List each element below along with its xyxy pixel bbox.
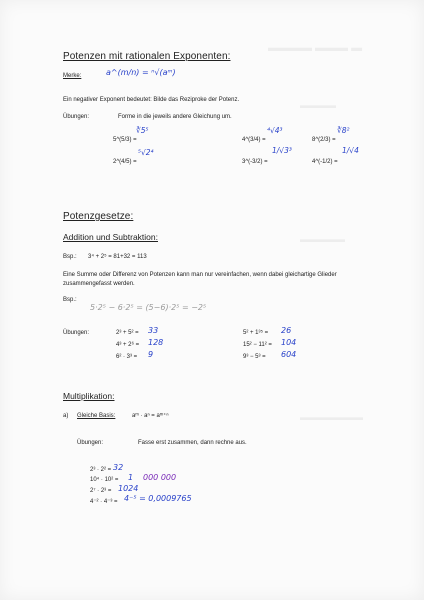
bsp2-label: Bsp.: xyxy=(63,297,77,303)
bsp-expression: 3⁴ + 2⁵ = 81+32 = 113 xyxy=(88,254,147,260)
uebungen-instruction-3: Fasse erst zusammen, dann rechne aus. xyxy=(138,440,247,446)
exercise-item: 3^(-3/2) = xyxy=(242,159,268,165)
item-letter-a: a) xyxy=(63,413,69,419)
handwritten-answer: 104 xyxy=(281,338,297,347)
exercise-item: 4^(3/4) = xyxy=(242,137,266,143)
uebungen-label-3: Übungen: xyxy=(77,440,104,446)
exercise-item: 4³ + 2⁶ = xyxy=(116,342,140,348)
uebungen-label-1: Übungen: xyxy=(63,114,90,120)
exercise-item: 2³ · 2² = xyxy=(90,467,112,473)
handwritten-answer: 32 xyxy=(113,463,124,472)
handwritten-answer: ∛5⁵ xyxy=(136,126,149,135)
exercise-item: 9³ − 5³ = xyxy=(243,354,266,360)
bleed-through-text: ▬▬▬▬▬ xyxy=(300,234,345,244)
handwritten-answer: 128 xyxy=(148,338,164,347)
bleed-through-text: ▬▬▬▬ xyxy=(300,100,336,110)
exercise-item: 5^(5/3) = xyxy=(113,137,137,143)
page-title: Potenzen mit rationalen Exponenten: xyxy=(63,51,231,62)
handwritten-answer: 9 xyxy=(148,350,154,359)
bleed-through-heading: ▬▬▬▬ ▬▬▬ ▬ xyxy=(268,42,363,54)
exercise-item: 4⁻² · 4⁻³ = xyxy=(90,499,118,505)
handwritten-answer: 4⁻⁵ = 0,0009765 xyxy=(124,494,192,503)
exercise-item: 2⁷ · 2³ = xyxy=(90,488,112,494)
handwritten-answer: ∛8² xyxy=(337,126,350,135)
handwritten-answer: 604 xyxy=(281,350,297,359)
multiplication-rule: aᵐ · aⁿ = aᵐ⁺ⁿ xyxy=(132,413,169,419)
gleiche-basis-label: Gleiche Basis: xyxy=(77,413,116,419)
merke-label: Merke: xyxy=(63,73,82,79)
handwritten-answer: 33 xyxy=(148,326,159,335)
addition-explanation: Eine Summe oder Differenz von Potenzen kann man nur vereinfachen, wenn dabei gleichartige Glieder zusammengefasst werden. xyxy=(63,272,337,287)
handwritten-extra: 000 000 xyxy=(143,473,177,482)
handwritten-answer: 1 xyxy=(128,473,134,482)
uebungen-instruction-1: Forme in die jeweils andere Gleichung um. xyxy=(118,114,232,120)
exercise-item: 8^(2/3) = xyxy=(312,137,336,143)
merke-formula: a^(m/n) = ⁿ√(aᵐ) xyxy=(106,68,176,77)
handwritten-answer: ⁴√4³ xyxy=(267,126,283,135)
handwritten-answer: 1/√4 xyxy=(342,146,359,155)
exercise-item: 15² − 11² = xyxy=(243,342,272,348)
handwritten-answer: 1024 xyxy=(118,484,139,493)
bleed-through-text: ▬▬▬▬▬▬▬ xyxy=(300,412,363,422)
exercise-item: 2^(4/5) = xyxy=(113,159,137,165)
subsection-title-multiplikation: Multiplikation: xyxy=(63,391,115,401)
exercise-item: 6² · 3³ = xyxy=(116,354,138,360)
handwritten-answer: 26 xyxy=(281,326,292,335)
handwritten-answer: ⁵√2⁴ xyxy=(138,148,154,157)
uebungen-label-2: Übungen: xyxy=(63,330,90,336)
exercise-item: 10⁴ · 10² = xyxy=(90,477,119,483)
exercise-item: 5² + 1³⁵ = xyxy=(243,330,269,336)
exercise-item: 2³ + 5² = xyxy=(116,330,139,336)
negative-exponent-note: Ein negativer Exponent bedeutet: Bilde das Reziproke der Potenz. xyxy=(63,97,240,103)
bsp-label: Bsp.: xyxy=(63,254,77,260)
handwritten-answer: 1/√3³ xyxy=(272,146,292,155)
pencil-example: 5·2⁵ − 6·2⁵ = (5−6)·2⁵ = −2⁵ xyxy=(90,303,207,312)
subsection-title-addition: Addition und Subtraktion: xyxy=(63,232,158,242)
exercise-item: 4^(-1/2) = xyxy=(312,159,338,165)
section-title-potenzgesetze: Potenzgesetze: xyxy=(63,211,134,222)
